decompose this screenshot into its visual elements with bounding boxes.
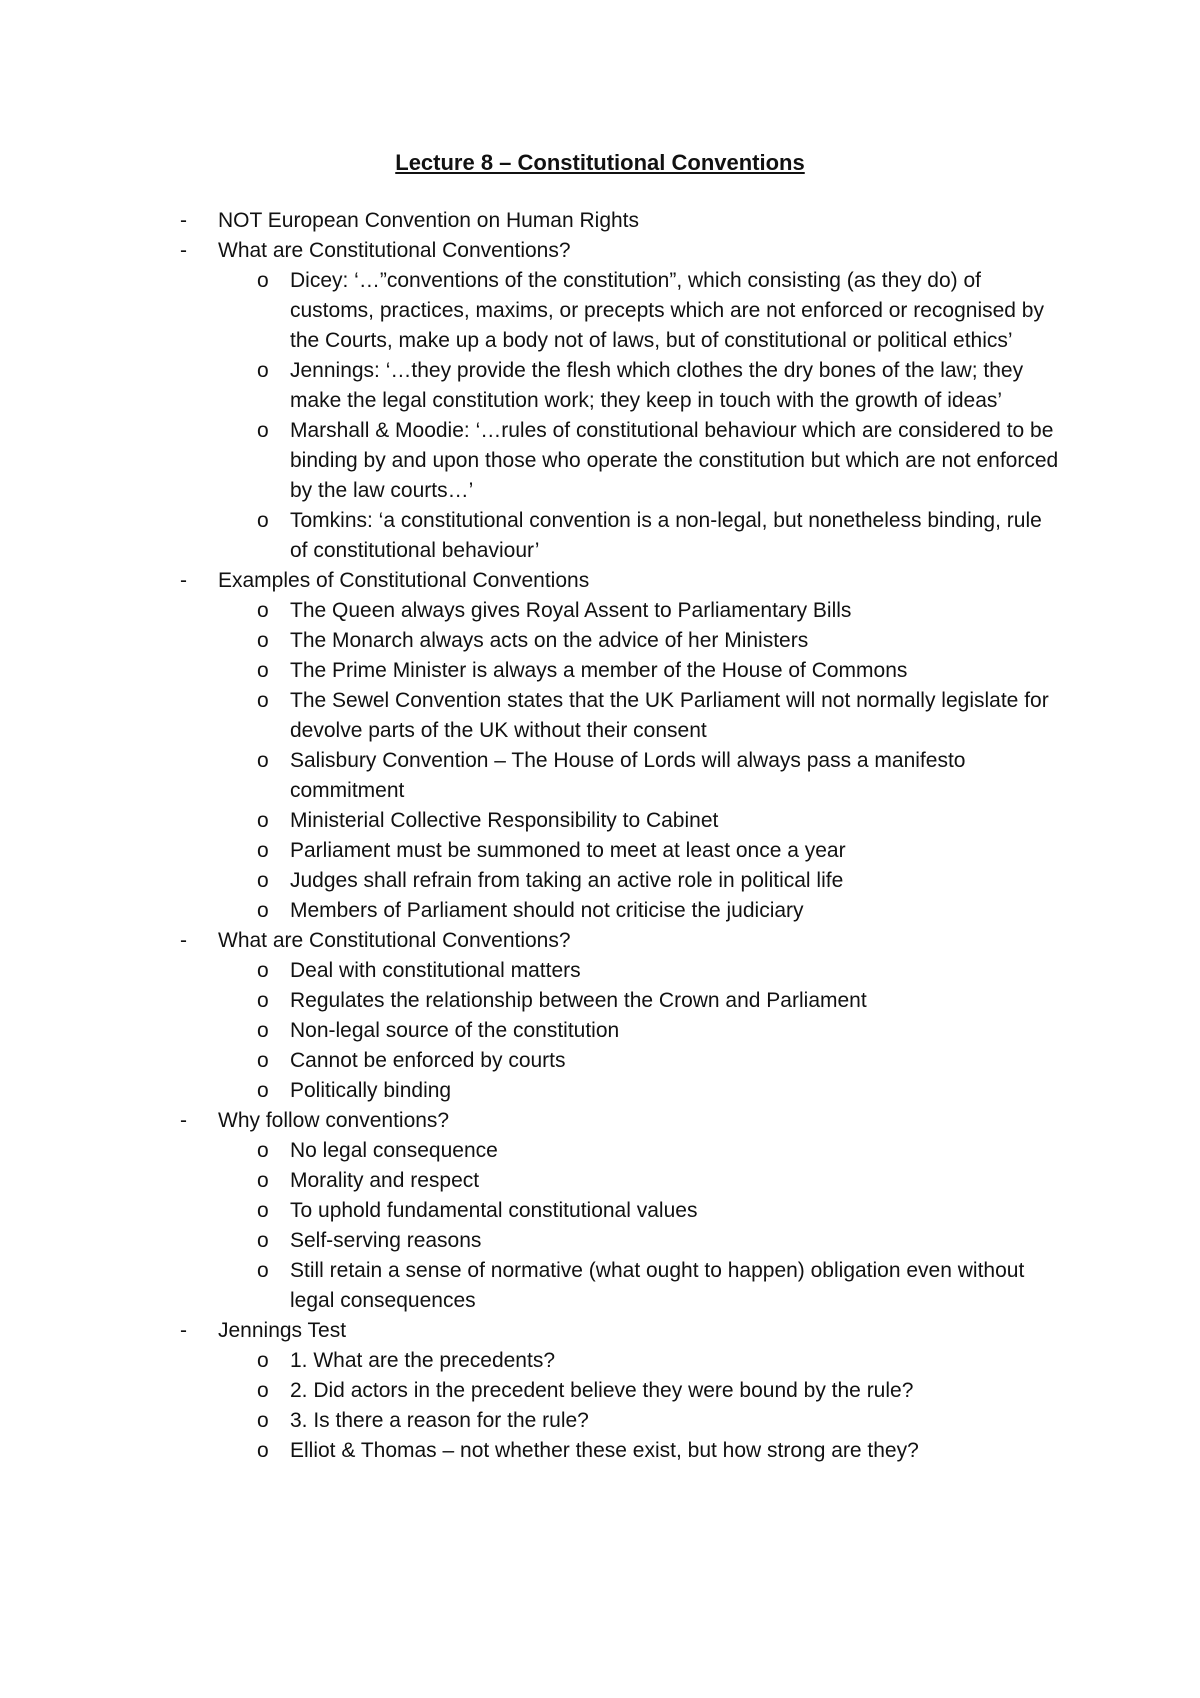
outline-section bbox=[180, 206, 1060, 236]
list-item bbox=[180, 686, 1060, 746]
bullet-marker: o bbox=[257, 1019, 269, 1042]
sub-list bbox=[180, 1136, 1060, 1316]
bullet-marker: o bbox=[257, 509, 269, 532]
list-item bbox=[180, 746, 1060, 806]
list-item-text: 1. What are the precedents? bbox=[290, 1349, 555, 1372]
list-item bbox=[180, 896, 1060, 926]
list-item bbox=[180, 1346, 1060, 1376]
list-item bbox=[180, 1076, 1060, 1106]
list-item bbox=[180, 356, 1060, 416]
bullet-marker: o bbox=[257, 1229, 269, 1252]
list-item bbox=[180, 1256, 1060, 1316]
bullet-marker: o bbox=[257, 1049, 269, 1072]
list-item bbox=[180, 1376, 1060, 1406]
list-item-text: The Sewel Convention states that the UK Parliament will not normally legislate for devolve parts of the UK without their consent bbox=[290, 689, 1049, 742]
list-item bbox=[180, 1136, 1060, 1166]
list-item-text: Judges shall refrain from taking an active role in political life bbox=[290, 869, 844, 892]
list-item bbox=[180, 866, 1060, 896]
list-item bbox=[180, 656, 1060, 686]
list-item-text: Deal with constitutional matters bbox=[290, 959, 581, 982]
sub-list bbox=[180, 266, 1060, 566]
bullet-marker: o bbox=[257, 689, 269, 712]
list-item bbox=[180, 1436, 1060, 1466]
notes-content bbox=[180, 206, 1060, 1466]
list-item bbox=[180, 596, 1060, 626]
list-item-text: The Prime Minister is always a member of the House of Commons bbox=[290, 659, 908, 682]
bullet-marker: o bbox=[257, 749, 269, 772]
list-item-text: Members of Parliament should not criticise the judiciary bbox=[290, 899, 804, 922]
bullet-marker: o bbox=[257, 899, 269, 922]
list-item-text: Morality and respect bbox=[290, 1169, 480, 1192]
list-item-text: 3. Is there a reason for the rule? bbox=[290, 1409, 589, 1432]
page-title: Lecture 8 – Constitutional Conventions bbox=[395, 150, 805, 175]
sub-list bbox=[180, 596, 1060, 926]
list-item bbox=[180, 1196, 1060, 1226]
outline-section bbox=[180, 236, 1060, 566]
list-item-text: Tomkins: ‘a constitutional convention is a non-legal, but nonetheless binding, rule of constitutional behaviour’ bbox=[290, 509, 1042, 562]
bullet-marker: o bbox=[257, 989, 269, 1012]
sub-list bbox=[180, 956, 1060, 1106]
bullet-marker: o bbox=[257, 809, 269, 832]
section-heading-row bbox=[180, 1106, 1060, 1136]
bullet-marker: o bbox=[257, 1409, 269, 1432]
outline-section bbox=[180, 1106, 1060, 1316]
list-item bbox=[180, 416, 1060, 506]
section-heading: Why follow conventions? bbox=[218, 1109, 450, 1132]
bullet-marker: o bbox=[257, 1169, 269, 1192]
list-item-text: The Queen always gives Royal Assent to Parliamentary Bills bbox=[290, 599, 852, 622]
list-item-text: Self-serving reasons bbox=[290, 1229, 482, 1252]
list-item-text: Elliot & Thomas – not whether these exist, but how strong are they? bbox=[290, 1439, 919, 1462]
section-heading: NOT European Convention on Human Rights bbox=[218, 209, 640, 232]
section-heading: What are Constitutional Conventions? bbox=[218, 929, 571, 952]
outline-section bbox=[180, 926, 1060, 1106]
dash-marker: - bbox=[180, 1109, 187, 1132]
bullet-marker: o bbox=[257, 659, 269, 682]
list-item bbox=[180, 806, 1060, 836]
list-item bbox=[180, 1226, 1060, 1256]
list-item bbox=[180, 506, 1060, 566]
dash-marker: - bbox=[180, 929, 187, 952]
dash-marker: - bbox=[180, 1319, 187, 1342]
list-item-text: Parliament must be summoned to meet at least once a year bbox=[290, 839, 846, 862]
list-item-text: Cannot be enforced by courts bbox=[290, 1049, 566, 1072]
list-item-text: Salisbury Convention – The House of Lords will always pass a manifesto commitment bbox=[290, 749, 966, 802]
section-heading-row bbox=[180, 206, 1060, 236]
section-heading: Jennings Test bbox=[218, 1319, 347, 1342]
bullet-marker: o bbox=[257, 1379, 269, 1402]
dash-marker: - bbox=[180, 209, 187, 232]
list-item bbox=[180, 956, 1060, 986]
list-item-text: To uphold fundamental constitutional values bbox=[290, 1199, 698, 1222]
dash-marker: - bbox=[180, 239, 187, 262]
list-item-text: Politically binding bbox=[290, 1079, 452, 1102]
bullet-marker: o bbox=[257, 269, 269, 292]
bullet-marker: o bbox=[257, 1259, 269, 1282]
list-item-text: Marshall & Moodie: ‘…rules of constitutional behaviour which are considered to be binding by and upon those who operate the constitution but which are not enforced by the law courts…’ bbox=[290, 419, 1059, 502]
section-heading-row bbox=[180, 926, 1060, 956]
outline-section bbox=[180, 566, 1060, 926]
bullet-marker: o bbox=[257, 869, 269, 892]
bullet-marker: o bbox=[257, 1079, 269, 1102]
list-item-text: Ministerial Collective Responsibility to Cabinet bbox=[290, 809, 719, 832]
section-heading-row bbox=[180, 566, 1060, 596]
bullet-marker: o bbox=[257, 359, 269, 382]
bullet-marker: o bbox=[257, 1439, 269, 1462]
list-item-text: The Monarch always acts on the advice of her Ministers bbox=[290, 629, 809, 652]
bullet-marker: o bbox=[257, 1139, 269, 1162]
list-item-text: Jennings: ‘…they provide the flesh which clothes the dry bones of the law; they make the legal constitution work; they keep in touch with the growth of ideas’ bbox=[290, 359, 1024, 412]
section-heading-row bbox=[180, 236, 1060, 266]
list-item bbox=[180, 626, 1060, 656]
section-heading: Examples of Constitutional Conventions bbox=[218, 569, 590, 592]
bullet-marker: o bbox=[257, 1199, 269, 1222]
list-item bbox=[180, 986, 1060, 1016]
bullet-marker: o bbox=[257, 599, 269, 622]
bullet-marker: o bbox=[257, 419, 269, 442]
outline-section bbox=[180, 1316, 1060, 1466]
bullet-marker: o bbox=[257, 629, 269, 652]
sub-list bbox=[180, 1346, 1060, 1466]
list-item-text: Regulates the relationship between the Crown and Parliament bbox=[290, 989, 867, 1012]
bullet-marker: o bbox=[257, 959, 269, 982]
bullet-marker: o bbox=[257, 1349, 269, 1372]
list-item bbox=[180, 836, 1060, 866]
list-item-text: 2. Did actors in the precedent believe they were bound by the rule? bbox=[290, 1379, 914, 1402]
list-item-text: Still retain a sense of normative (what ought to happen) obligation even without legal consequences bbox=[290, 1259, 1025, 1312]
bullet-marker: o bbox=[257, 839, 269, 862]
section-heading: What are Constitutional Conventions? bbox=[218, 239, 571, 262]
list-item bbox=[180, 1016, 1060, 1046]
section-heading-row bbox=[180, 1316, 1060, 1346]
list-item bbox=[180, 266, 1060, 356]
list-item bbox=[180, 1406, 1060, 1436]
list-item bbox=[180, 1046, 1060, 1076]
list-item-text: Dicey: ‘…”conventions of the constitution”, which consisting (as they do) of customs, practices, maxims, or precepts which are not enforced or recognised by the Courts, make up a body not of laws, but of constitutional or political ethics’ bbox=[290, 269, 1044, 352]
dash-marker: - bbox=[180, 569, 187, 592]
list-item bbox=[180, 1166, 1060, 1196]
list-item-text: No legal consequence bbox=[290, 1139, 498, 1162]
list-item-text: Non-legal source of the constitution bbox=[290, 1019, 620, 1042]
